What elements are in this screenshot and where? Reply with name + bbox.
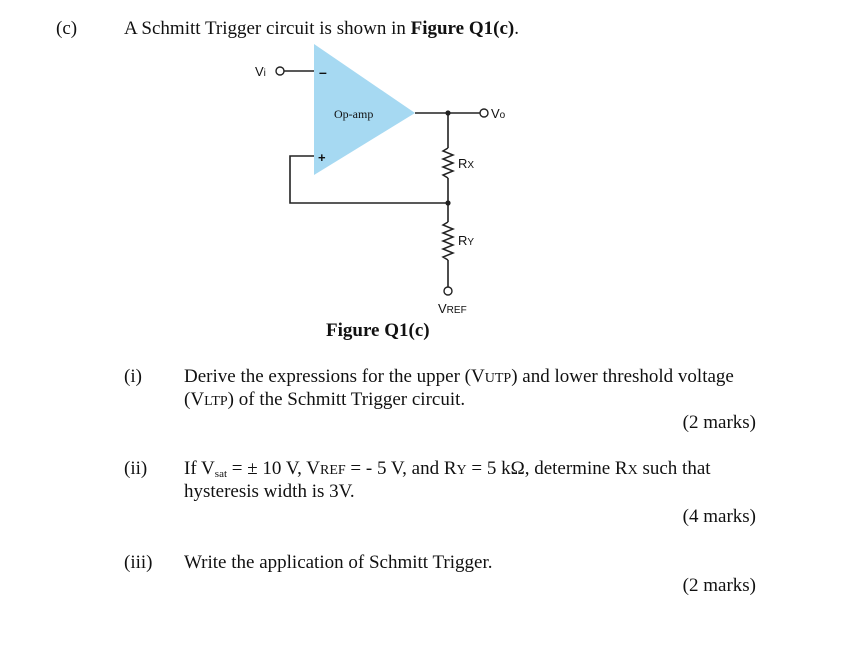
question-1-line-1: Derive the expressions for the upper (VUTP) and lower threshold voltage	[184, 366, 734, 387]
rx-resistor	[443, 148, 453, 178]
part-label: (c)	[56, 18, 78, 39]
opamp-label: Op-amp	[334, 107, 374, 121]
inverting-sign: –	[319, 64, 327, 80]
rx-label: RX	[458, 156, 475, 171]
vi-label: Vi	[255, 64, 266, 79]
question-1-line-2: (VLTP) of the Schmitt Trigger circuit.	[184, 389, 466, 410]
noninverting-sign: +	[318, 150, 326, 165]
intro-text: A Schmitt Trigger circuit is shown in	[124, 18, 411, 39]
ry-label: RY	[458, 233, 475, 248]
vref-terminal	[444, 287, 452, 295]
question-2-number: (ii)	[124, 458, 148, 479]
question-3-text: Write the application of Schmitt Trigger.	[184, 552, 493, 573]
vref-label: VREF	[438, 301, 467, 316]
intro-end: .	[514, 18, 519, 39]
question-3-number: (iii)	[124, 552, 153, 573]
question-2-line-2: hysteresis width is 3V.	[184, 481, 355, 502]
question-3-marks: (2 marks)	[682, 575, 756, 596]
vi-terminal	[276, 67, 284, 75]
vo-label: Vo	[491, 106, 506, 121]
question-2-line-1: If Vsat = ± 10 V, VREF = - 5 V, and RY = 5 kΩ, determine RX such that	[184, 458, 711, 480]
figure-caption: Figure Q1(c)	[326, 320, 430, 341]
question-1-marks: (2 marks)	[682, 412, 756, 433]
figure-reference: Figure Q1(c)	[410, 18, 515, 39]
vo-terminal	[480, 109, 488, 117]
ry-resistor	[443, 222, 453, 260]
feedback-wire	[290, 156, 448, 203]
question-2-marks: (4 marks)	[682, 506, 756, 527]
question-1-number: (i)	[124, 366, 142, 387]
